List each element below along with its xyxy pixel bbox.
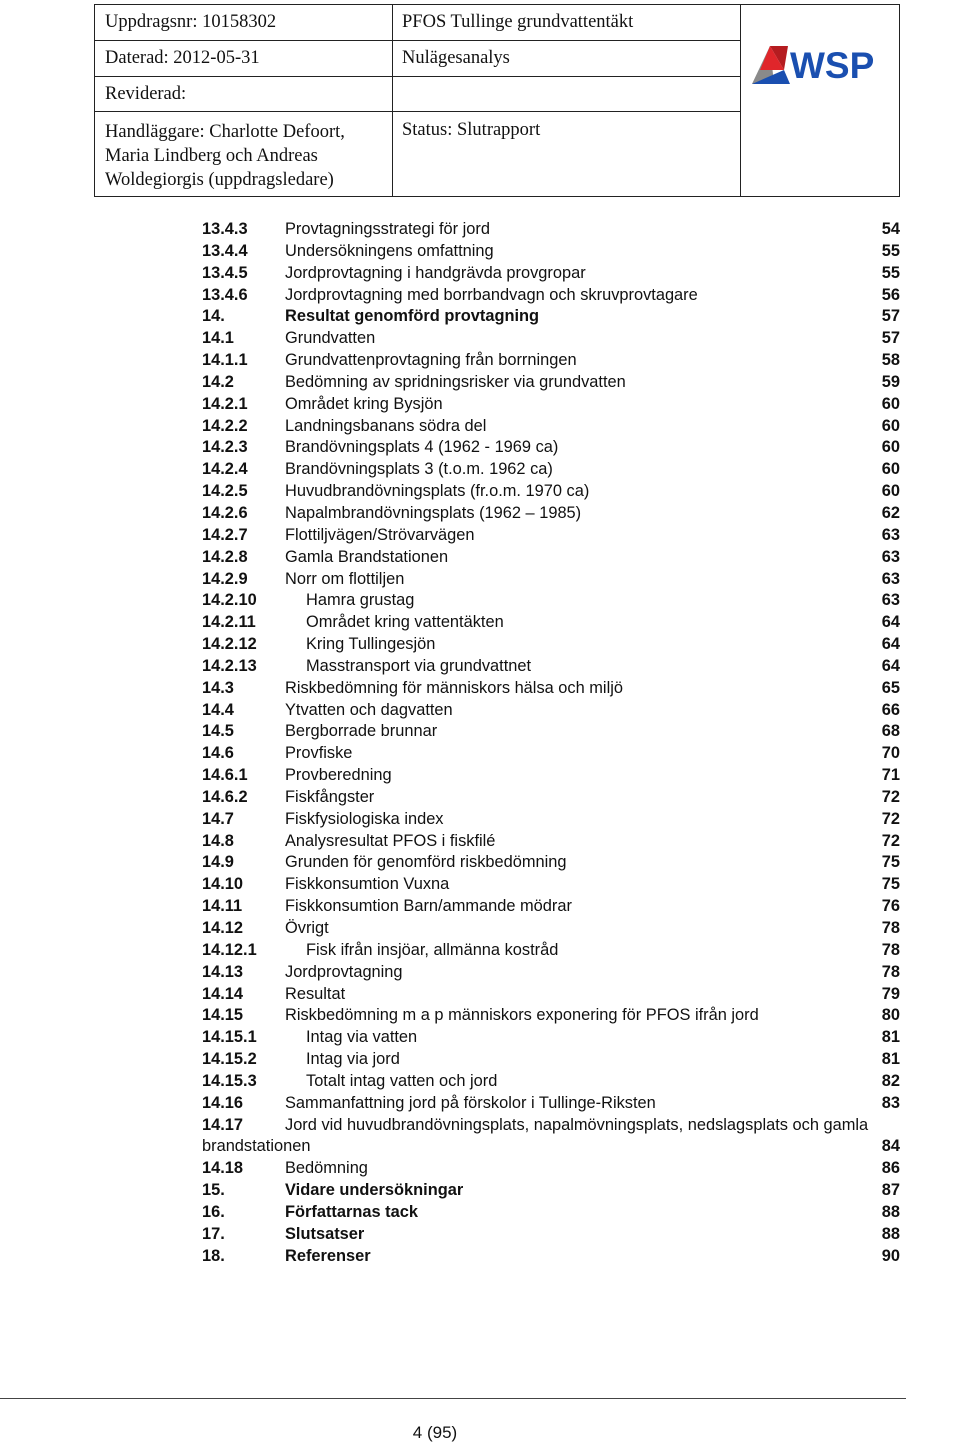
toc-entry[interactable] <box>202 1202 960 1224</box>
toc-entry-page: 60 <box>881 394 900 413</box>
toc-entry-number: 14.2.10 <box>202 591 257 610</box>
toc-entry[interactable] <box>202 437 960 459</box>
toc-entry[interactable] <box>202 350 960 372</box>
toc-entry-title: Jordprovtagning i handgrävda provgropar <box>285 263 586 282</box>
toc-entry-title: Hamra grustag <box>306 591 415 610</box>
toc-entry-number: 14.2.8 <box>202 547 248 566</box>
toc-entry-page: 72 <box>881 809 900 828</box>
toc-entry-page: 60 <box>881 416 900 435</box>
toc-entry-page: 63 <box>881 525 900 544</box>
toc-entry[interactable] <box>202 1027 960 1049</box>
toc-entry-page: 64 <box>881 635 900 654</box>
toc-entry[interactable] <box>202 241 960 263</box>
status: Status: Slutrapport <box>402 120 541 140</box>
toc-entry[interactable] <box>202 1115 960 1159</box>
toc-entry-number: 14.12.1 <box>202 940 257 959</box>
toc-entry-page: 59 <box>881 372 900 391</box>
toc-entry[interactable] <box>202 1005 960 1027</box>
toc-entry-title: Norr om flottiljen <box>285 569 405 588</box>
toc-entry-page: 68 <box>881 722 900 741</box>
toc-entry-title: Referenser <box>285 1246 371 1265</box>
toc-entry-number: 14.1.1 <box>202 351 248 370</box>
toc-entry-number: 14.2.11 <box>202 613 256 632</box>
toc-entry-page: 88 <box>881 1224 900 1243</box>
handlers: Handläggare: Charlotte Defoort, Maria Lindberg och Andreas Woldegiorgis (uppdragsledare) <box>105 122 345 190</box>
toc-entry-number: 14.10 <box>202 875 244 894</box>
toc-entry-title: Ytvatten och dagvatten <box>285 700 453 719</box>
toc-entry-number: 13.4.6 <box>202 285 248 304</box>
toc-entry-number: 14.2 <box>202 372 234 391</box>
toc-entry-number: 14.11 <box>202 897 243 916</box>
toc-entry-title: Provfiske <box>285 744 353 763</box>
toc-entry-title-continued: brandstationen <box>202 1137 311 1156</box>
toc-entry[interactable] <box>202 896 960 918</box>
toc-entry-title: Övrigt <box>285 919 329 937</box>
toc-entry-title: Fiskkonsumtion Vuxna <box>285 875 450 894</box>
toc-entry-number: 14.2.3 <box>202 438 248 457</box>
toc-entry-number: 14.16 <box>202 1093 244 1112</box>
toc-entry[interactable] <box>202 263 960 285</box>
toc-entry-number: 14.15.2 <box>202 1050 257 1069</box>
toc-entry-page: 78 <box>881 962 900 981</box>
toc-entry[interactable] <box>202 285 960 307</box>
toc-entry[interactable] <box>202 612 960 634</box>
toc-entry-page: 83 <box>881 1093 900 1112</box>
toc-entry-title: Grundvatten <box>285 329 376 348</box>
toc-entry[interactable] <box>202 831 960 853</box>
toc-entry-title: Totalt intag vatten och jord <box>306 1071 498 1090</box>
toc-entry[interactable] <box>202 787 960 809</box>
toc-entry-number: 14.6.1 <box>202 766 248 785</box>
toc-entry-title: Resultat <box>285 984 346 1003</box>
toc-entry-number: 14.4 <box>202 700 234 719</box>
toc-entry-number: 14.6.2 <box>202 787 248 806</box>
toc-entry-page: 75 <box>881 853 900 872</box>
toc-entry-title: Området kring Bysjön <box>285 394 443 413</box>
toc-entry-number: 15. <box>202 1181 225 1200</box>
toc-entry-title: Grundvattenprovtagning från borrningen <box>285 351 577 370</box>
toc-entry-number: 13.4.3 <box>202 220 248 238</box>
table-of-contents <box>202 219 960 1268</box>
toc-entry-page: 55 <box>881 241 900 260</box>
toc-entry[interactable] <box>202 852 960 874</box>
toc-entry-title: Brandövningsplats 4 (1962 - 1969 ca) <box>285 438 559 457</box>
toc-entry-title: Landningsbanans södra del <box>285 416 487 435</box>
toc-entry-title: Bergborrade brunnar <box>285 722 438 741</box>
toc-entry-page: 87 <box>881 1181 900 1200</box>
toc-entry-page: 71 <box>881 766 900 785</box>
toc-entry[interactable] <box>202 678 960 700</box>
toc-entry[interactable] <box>202 1246 960 1268</box>
toc-entry[interactable] <box>202 984 960 1006</box>
toc-entry[interactable] <box>202 481 960 503</box>
page-indicator: 4 (95) <box>412 1423 458 1442</box>
toc-entry-number: 14.2.4 <box>202 460 248 479</box>
toc-entry-number: 14.2.2 <box>202 416 248 435</box>
toc-entry-page: 78 <box>881 940 900 959</box>
toc-entry-title: Masstransport via grundvattnet <box>306 656 532 675</box>
toc-entry[interactable] <box>202 1071 960 1093</box>
toc-entry-page: 86 <box>881 1159 900 1178</box>
toc-entry-title: Kring Tullingesjön <box>306 635 436 654</box>
toc-entry-page: 72 <box>881 787 900 806</box>
toc-entry[interactable] <box>202 1093 960 1115</box>
footer-divider <box>0 1398 906 1399</box>
toc-entry-title: Jordprovtagning med borrbandvagn och skruvprovtagare <box>285 285 698 304</box>
toc-entry-page: 56 <box>881 285 900 304</box>
toc-entry-page: 81 <box>881 1050 900 1069</box>
toc-entry-number: 17. <box>202 1224 225 1243</box>
report-type: Nulägesanalys <box>402 48 510 68</box>
toc-entry-number: 14.9 <box>202 853 234 872</box>
toc-entry[interactable] <box>202 372 960 394</box>
toc-entry-number: 16. <box>202 1202 225 1221</box>
toc-entry-title: Flottiljvägen/Strövarvägen <box>285 525 475 544</box>
toc-entry-page: 76 <box>881 897 900 916</box>
toc-entry-title: Jordprovtagning <box>285 962 403 981</box>
toc-entry-page: 81 <box>881 1028 900 1047</box>
toc-entry-title: Brandövningsplats 3 (t.o.m. 1962 ca) <box>285 460 553 479</box>
toc-entry[interactable] <box>202 721 960 743</box>
toc-entry-title: Provtagningsstrategi för jord <box>285 220 490 238</box>
toc-entry[interactable] <box>202 765 960 787</box>
toc-entry-page: 84 <box>881 1137 900 1156</box>
toc-entry-title: Intag via jord <box>306 1050 400 1069</box>
toc-entry[interactable] <box>202 503 960 525</box>
toc-entry-page: 57 <box>881 329 900 348</box>
toc-entry-title: Slutsatser <box>285 1224 365 1243</box>
toc-entry-title: Fiskfysiologiska index <box>285 809 444 828</box>
toc-entry-number: 14.2.9 <box>202 569 248 588</box>
toc-entry-title: Gamla Brandstationen <box>285 547 449 566</box>
toc-entry-page: 64 <box>881 656 900 675</box>
document-header-table <box>94 4 900 197</box>
toc-entry-title: Napalmbrandövningsplats (1962 – 1985) <box>285 503 582 522</box>
toc-entry[interactable] <box>202 306 960 328</box>
toc-entry-title: Vidare undersökningar <box>285 1181 464 1200</box>
toc-entry[interactable] <box>202 547 960 569</box>
toc-entry-page: 70 <box>881 744 900 763</box>
toc-entry-title: Författarnas tack <box>285 1202 418 1221</box>
revised: Reviderad: <box>105 84 187 104</box>
toc-entry-number: 13.4.4 <box>202 241 248 260</box>
toc-entry[interactable] <box>202 634 960 656</box>
toc-entry-number: 14.13 <box>202 962 244 981</box>
toc-entry[interactable] <box>202 394 960 416</box>
toc-entry-number: 14.7 <box>202 809 234 828</box>
toc-entry[interactable] <box>202 328 960 350</box>
toc-entry-number: 14.6 <box>202 744 234 763</box>
toc-entry-page: 60 <box>881 460 900 479</box>
toc-entry[interactable] <box>202 525 960 547</box>
toc-entry-number: 14.15.1 <box>202 1028 257 1047</box>
toc-entry[interactable] <box>202 1180 960 1202</box>
toc-entry-title: Bedömning <box>285 1159 368 1178</box>
toc-entry-page: 64 <box>881 613 900 632</box>
toc-entry-title: Fiskfångster <box>285 787 375 806</box>
toc-entry-number: 14.2.6 <box>202 503 248 522</box>
toc-entry-title: Fisk ifrån insjöar, allmänna kostråd <box>306 940 559 959</box>
toc-entry-page: 58 <box>881 351 900 370</box>
toc-entry-page: 60 <box>881 482 900 501</box>
toc-entry-title: Riskbedömning m a p människors exponering för PFOS ifrån jord <box>285 1006 759 1025</box>
toc-entry-title: Jord vid huvudbrandövningsplats, napalmövningsplats, nedslagsplats och gamla <box>285 1115 869 1134</box>
toc-entry-page: 78 <box>881 919 900 937</box>
toc-entry-number: 13.4.5 <box>202 263 248 282</box>
toc-entry-page: 79 <box>881 984 900 1003</box>
toc-entry-title: Resultat genomförd provtagning <box>285 307 540 326</box>
toc-entry-page: 63 <box>881 569 900 588</box>
toc-entry-title: Undersökningens omfattning <box>285 241 494 260</box>
toc-entry-number: 14.2.1 <box>202 394 248 413</box>
toc-entry-page: 65 <box>881 678 900 697</box>
wsp-logo-text: WSP <box>790 45 875 86</box>
toc-entry-title: Fiskkonsumtion Barn/ammande mödrar <box>285 897 572 916</box>
toc-entry[interactable] <box>202 569 960 591</box>
toc-entry-page: 63 <box>881 547 900 566</box>
toc-entry-number: 14.12 <box>202 919 244 937</box>
toc-entry-page: 62 <box>881 503 900 522</box>
toc-entry-page: 63 <box>881 591 900 610</box>
toc-entry[interactable] <box>202 1158 960 1180</box>
toc-entry-title: Provberedning <box>285 766 392 785</box>
toc-entry-number: 14.15.3 <box>202 1071 257 1090</box>
toc-entry[interactable] <box>202 918 960 940</box>
toc-entry-number: 14.15 <box>202 1006 244 1025</box>
toc-entry-number: 14.5 <box>202 722 234 741</box>
toc-entry[interactable] <box>202 940 960 962</box>
toc-entry-number: 14.2.13 <box>202 656 257 675</box>
toc-entry-page: 80 <box>881 1006 900 1025</box>
toc-entry[interactable] <box>202 656 960 678</box>
toc-entry-title: Sammanfattning jord på förskolor i Tullinge-Riksten <box>285 1093 656 1112</box>
toc-entry-number: 14.17 <box>202 1115 244 1134</box>
toc-entry[interactable] <box>202 459 960 481</box>
toc-entry-number: 18. <box>202 1246 225 1265</box>
toc-entry-title: Huvudbrandövningsplats (fr.o.m. 1970 ca) <box>285 482 590 501</box>
dated: Daterad: 2012-05-31 <box>105 48 260 68</box>
toc-entry-page: 66 <box>881 700 900 719</box>
toc-entry-page: 57 <box>881 307 900 326</box>
toc-entry-number: 14. <box>202 307 225 326</box>
toc-entry-number: 14.18 <box>202 1159 244 1178</box>
toc-entry-page: 82 <box>881 1071 900 1090</box>
assignment-number: Uppdragsnr: 10158302 <box>105 12 277 32</box>
toc-entry-title: Analysresultat PFOS i fiskfilé <box>285 831 496 850</box>
toc-entry-page: 54 <box>881 220 900 238</box>
toc-entry[interactable] <box>202 416 960 438</box>
toc-entry[interactable] <box>202 1224 960 1246</box>
project-title: PFOS Tullinge grundvattentäkt <box>402 12 634 32</box>
toc-entry-page: 55 <box>881 263 900 282</box>
toc-entry-page: 72 <box>881 831 900 850</box>
toc-entry[interactable] <box>202 809 960 831</box>
toc-entry-title: Grunden för genomförd riskbedömning <box>285 853 567 872</box>
toc-entry-number: 14.2.12 <box>202 635 257 654</box>
toc-entry-number: 14.1 <box>202 329 234 348</box>
wsp-logo <box>750 40 885 86</box>
toc-entry-number: 14.2.7 <box>202 525 248 544</box>
toc-entry-title: Intag via vatten <box>306 1028 418 1047</box>
toc-entry-title: Riskbedömning för människors hälsa och miljö <box>285 678 623 697</box>
toc-entry[interactable] <box>202 874 960 896</box>
toc-entry-title: Området kring vattentäkten <box>306 613 504 632</box>
toc-entry-page: 88 <box>881 1202 900 1221</box>
toc-entry[interactable] <box>202 743 960 765</box>
toc-entry[interactable] <box>202 590 960 612</box>
toc-entry-page: 60 <box>881 438 900 457</box>
toc-entry-number: 14.8 <box>202 831 234 850</box>
toc-entry[interactable] <box>202 219 960 241</box>
toc-entry[interactable] <box>202 1049 960 1071</box>
toc-entry-page: 75 <box>881 875 900 894</box>
toc-entry[interactable] <box>202 962 960 984</box>
toc-entry-page: 90 <box>881 1246 900 1265</box>
toc-entry-number: 14.3 <box>202 678 234 697</box>
toc-entry-number: 14.14 <box>202 984 244 1003</box>
toc-entry-number: 14.2.5 <box>202 482 248 501</box>
toc-entry-title: Bedömning av spridningsrisker via grundvatten <box>285 372 626 391</box>
toc-entry[interactable] <box>202 700 960 722</box>
